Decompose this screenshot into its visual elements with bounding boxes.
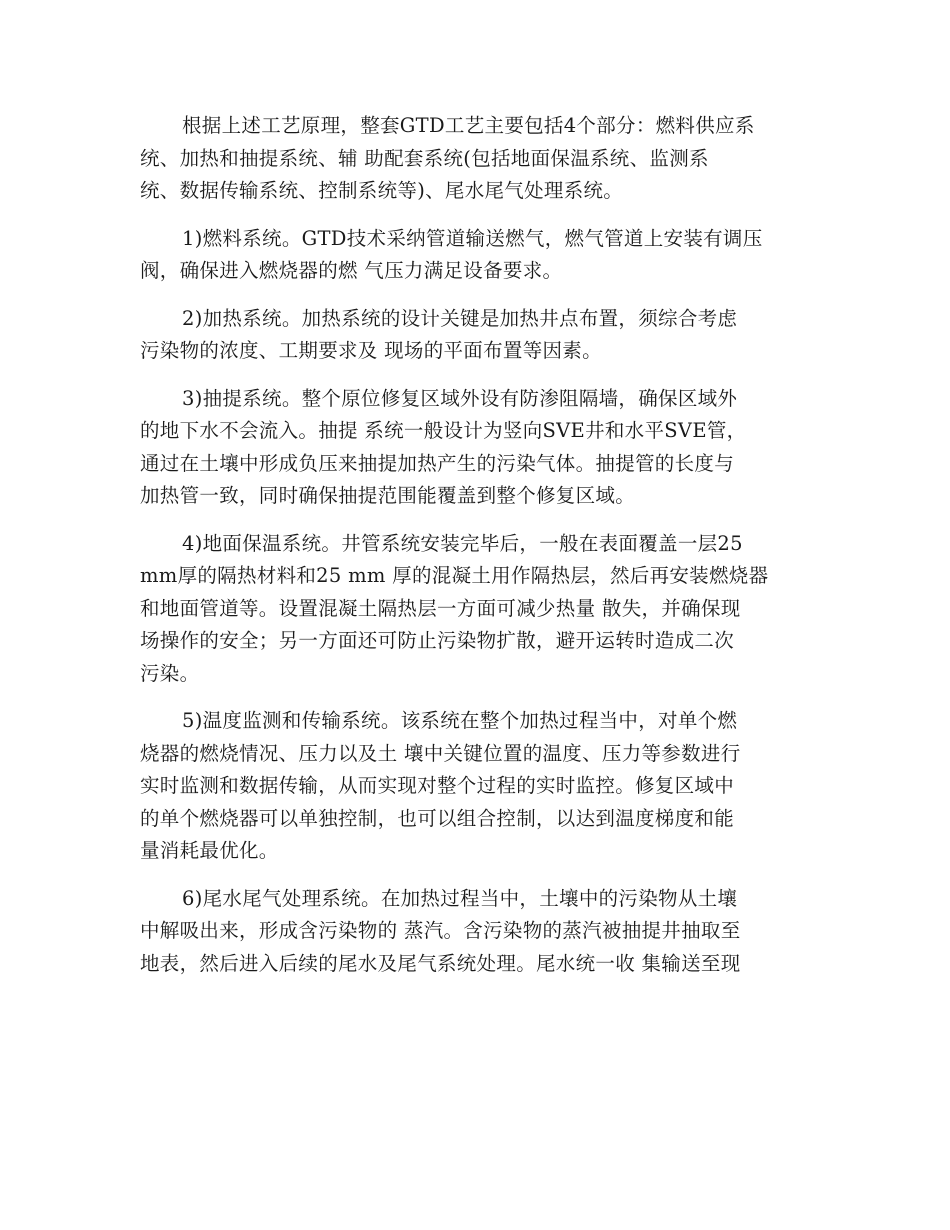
text-line: 的地下水不会流入。抽提 系统一般设计为竖向SVE井和水平SVE管， [140, 419, 747, 442]
text-line: 地表，然后进入后续的尾水及尾气系统处理。尾水统一收 集输送至现 [140, 951, 741, 975]
paragraph-heating-system [140, 303, 810, 368]
text-line: 统、加热和抽提系统、辅 助配套系统(包括地面保温系统、监测系 [140, 146, 709, 170]
paragraph-monitoring-system [140, 705, 810, 868]
text-line: 的单个燃烧器可以单独控制，也可以组合控制，以达到温度梯度和能 [140, 806, 735, 830]
text-line: mm厚的隔热材料和25 mm 厚的混凝土用作隔热层，然后再安装燃烧器 [140, 564, 769, 587]
text-line: 污染。 [140, 661, 200, 685]
text-line: 统、数据传输系统、控制系统等)、尾水尾气处理系统。 [140, 179, 624, 202]
text-line: 5)温度监测和传输系统。该系统在整个加热过程当中，对单个燃 [182, 709, 738, 732]
text-line: 通过在土壤中形成负压来抽提加热产生的污染气体。抽提管的长度与 [140, 451, 735, 475]
text-line: 阀，确保进入燃烧器的燃 气压力满足设备要求。 [140, 259, 563, 282]
document-body [140, 110, 810, 995]
text-line: 根据上述工艺原理，整套GTD工艺主要包括4个部分：燃料供应系 [182, 114, 755, 137]
text-line: 污染物的浓度、工期要求及 现场的平面布置等因素。 [140, 339, 602, 362]
text-line: 烧器的燃烧情况、压力以及土 壤中关键位置的温度、压力等参数进行 [140, 741, 741, 765]
text-line: 实时监测和数据传输，从而实现对整个过程的实时监控。修复区域中 [140, 774, 735, 797]
text-line: 4)地面保温系统。井管系统安装完毕后，一般在表面覆盖一层25 [182, 531, 743, 555]
text-line: 和地面管道等。设置混凝土隔热层一方面可减少热量 散失，并确保现 [140, 596, 741, 620]
text-line: 6)尾水尾气处理系统。在加热过程当中，土壤中的污染物从土壤 [182, 886, 738, 910]
paragraph-insulation-system [140, 528, 810, 691]
text-line: 1)燃料系统。GTD技术采纳管道输送燃气，燃气管道上安装有调压 [182, 226, 763, 250]
text-line: 中解吸出来，形成含污染物的 蒸汽。含污染物的蒸汽被抽提井抽取至 [140, 919, 741, 942]
text-line: 3)抽提系统。整个原位修复区域外设有防渗阻隔墙，确保区域外 [182, 386, 738, 410]
text-line: 量消耗最优化。 [140, 839, 279, 862]
paragraph-treatment-system [140, 883, 810, 981]
text-line: 2)加热系统。加热系统的设计关键是加热井点布置，须综合考虑 [182, 306, 738, 330]
text-line: 加热管一致，同时确保抽提范围能覆盖到整个修复区域。 [140, 484, 636, 507]
text-line: 场操作的安全；另一方面还可防止污染物扩散，避开运转时造成二次 [140, 629, 735, 652]
paragraph-extraction-system [140, 383, 810, 513]
paragraph-fuel-system [140, 223, 810, 288]
paragraph-overview [140, 110, 810, 208]
